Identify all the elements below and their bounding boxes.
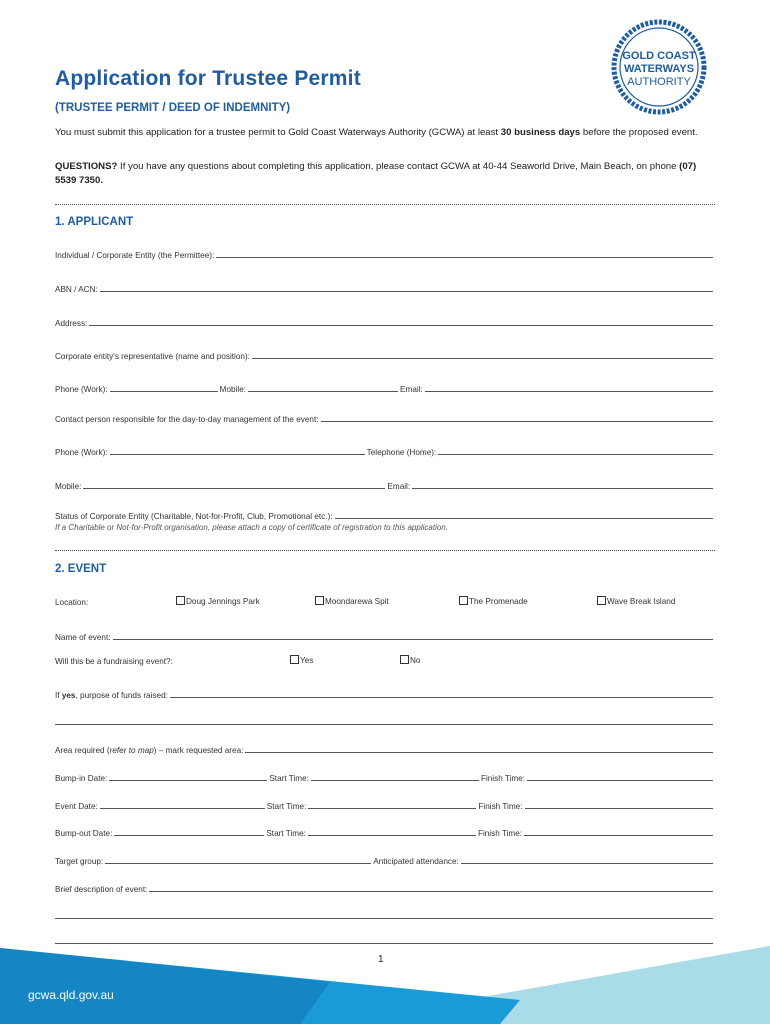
address-input-line[interactable] [89, 316, 713, 326]
event-name-label: Name of event: [55, 633, 111, 642]
brief-description-field[interactable] [55, 880, 715, 894]
contact-person-label: Contact person responsible for the day-to-day management of the event: [55, 415, 319, 424]
checkbox[interactable] [400, 655, 409, 664]
finish-time-input-line[interactable] [525, 799, 713, 809]
bump-out-label: Bump-out Date: [55, 829, 113, 838]
phone-telephone-row [55, 443, 715, 457]
start-time-input-line[interactable] [308, 799, 476, 809]
bump-in-label: Bump-in Date: [55, 774, 108, 783]
location-option-label: The Promenade [469, 597, 528, 606]
phone-mobile-email-row [55, 380, 715, 394]
email-label: Email: [400, 385, 423, 394]
finish-time-label: Finish Time: [478, 802, 523, 811]
phone-work2-label: Phone (Work): [55, 448, 108, 457]
status-field[interactable] [55, 507, 715, 521]
checkbox[interactable] [315, 596, 324, 605]
email2-input-line[interactable] [412, 479, 713, 489]
checkbox[interactable] [459, 596, 468, 605]
start-time-label: Start Time: [266, 802, 307, 811]
brief-description-label: Brief description of event: [55, 885, 148, 894]
abn-input-line[interactable] [100, 282, 713, 292]
funds-purpose-input-line[interactable] [55, 715, 713, 725]
phone-work2-input-line[interactable] [110, 445, 365, 455]
phone-work-label: Phone (Work): [55, 385, 108, 394]
bump-in-row [55, 769, 715, 783]
representative-input-line[interactable] [252, 349, 713, 359]
start-time-label: Start Time: [266, 829, 306, 838]
event-name-field[interactable] [55, 628, 715, 642]
area-required-field[interactable] [55, 741, 715, 755]
start-time-label: Start Time: [269, 774, 309, 783]
event-date-row [55, 797, 715, 811]
telephone-home-label: Telephone (Home): [366, 448, 437, 457]
entity-field[interactable] [55, 246, 715, 260]
page-subtitle: (TRUSTEE PERMIT / DEED OF INDEMNITY) [55, 102, 291, 114]
mobile2-input-line[interactable] [83, 479, 385, 489]
brief-description-continuation[interactable] [55, 907, 715, 921]
intro-deadline: 30 business days [500, 127, 581, 138]
status-note: If a Charitable or Not-for-Profit organisation, please attach a copy of certificate of registration to this application. [55, 523, 448, 532]
location-option[interactable] [459, 596, 528, 606]
gcwa-logo [610, 18, 708, 116]
address-field[interactable] [55, 314, 715, 328]
mobile-label: Mobile: [219, 385, 247, 394]
start-time-input-line[interactable] [308, 826, 476, 836]
bump-out-row [55, 824, 715, 838]
email2-label: Email: [387, 482, 411, 491]
funds-purpose-continuation[interactable] [55, 713, 715, 727]
event-date-label: Event Date: [55, 802, 98, 811]
yes-label: Yes [300, 656, 314, 665]
finish-time-input-line[interactable] [524, 826, 713, 836]
mobile-email-row [55, 477, 715, 491]
start-time-input-line[interactable] [311, 771, 479, 781]
questions-text: If you have any questions about completing this application, please contact GCWA at 40-44 Seaworld Drive, Main Beach, on phone [117, 161, 680, 172]
representative-label: Corporate entity's representative (name and position): [55, 352, 250, 361]
divider [55, 204, 715, 205]
funds-purpose-label: If yes, purpose of funds raised: [55, 691, 168, 700]
questions-phone: (07) 5539 7350. [55, 161, 697, 186]
divider [55, 550, 715, 551]
abn-field[interactable] [55, 280, 715, 294]
brief-description-input-line[interactable] [55, 909, 713, 919]
finish-time-label: Finish Time: [477, 829, 523, 838]
bump-out-input-line[interactable] [114, 826, 264, 836]
event-name-input-line[interactable] [113, 630, 713, 640]
location-option[interactable] [597, 596, 675, 606]
no-label: No [410, 656, 421, 665]
funds-purpose-input-line[interactable] [170, 688, 713, 698]
address-label: Address: [55, 319, 88, 328]
intro-paragraph [55, 126, 705, 140]
brief-description-input-line[interactable] [149, 882, 713, 892]
location-option-label: Doug Jennings Park [186, 597, 260, 606]
fundraising-label: Will this be a fundraising event?: [55, 657, 173, 666]
location-option[interactable] [315, 596, 389, 606]
telephone-home-input-line[interactable] [438, 445, 713, 455]
contact-person-field[interactable] [55, 410, 715, 424]
finish-time-label: Finish Time: [480, 774, 526, 783]
finish-time-input-line[interactable] [527, 771, 713, 781]
entity-label: Individual / Corporate Entity (the Permittee): [55, 251, 215, 260]
event-date-input-line[interactable] [100, 799, 265, 809]
contact-person-input-line[interactable] [321, 412, 713, 422]
area-required-label: Area required (refer to map) – mark requested area: [55, 746, 244, 755]
target-group-label: Target group: [55, 857, 104, 866]
location-label: Location: [55, 598, 89, 607]
target-group-input-line[interactable] [105, 854, 371, 864]
questions-paragraph [55, 160, 705, 187]
section-heading-event: 2. EVENT [55, 563, 107, 575]
phone-work-input-line[interactable] [110, 382, 218, 392]
location-option[interactable] [176, 596, 260, 606]
intro-text-pre: You must submit this application for a trustee permit to Gold Coast Waterways Authority (GCWA) at least [55, 127, 501, 138]
checkbox[interactable] [290, 655, 299, 664]
area-required-input-line[interactable] [245, 743, 713, 753]
status-label: Status of Corporate Entity (Charitable, Not-for-Profit, Club, Promotional etc.): [55, 512, 333, 521]
email-input-line[interactable] [425, 382, 713, 392]
checkbox[interactable] [597, 596, 606, 605]
checkbox[interactable] [176, 596, 185, 605]
location-option-label: Wave Break Island [607, 597, 676, 606]
bump-in-input-line[interactable] [109, 771, 267, 781]
footer-wave [0, 938, 770, 1024]
section-heading-applicant: 1. APPLICANT [55, 216, 134, 228]
funds-purpose-field[interactable] [55, 686, 715, 700]
fundraising-yes-option[interactable] [290, 655, 313, 665]
representative-field[interactable] [55, 347, 715, 361]
fundraising-no-option[interactable] [400, 655, 420, 665]
status-input-line[interactable] [335, 509, 713, 519]
page-title: Application for Trustee Permit [55, 67, 361, 90]
intro-text-post: before the proposed event. [580, 127, 698, 138]
logo-line3: AUTHORITY [627, 76, 691, 88]
logo-line1: GOLD COAST [622, 50, 696, 62]
anticipated-attendance-input-line[interactable] [461, 854, 713, 864]
target-group-row [55, 852, 715, 866]
page-number: 1 [378, 954, 384, 965]
logo-line2: WATERWAYS [623, 63, 695, 75]
footer-url[interactable]: gcwa.qld.gov.au [28, 988, 114, 1002]
anticipated-attendance-label: Anticipated attendance: [373, 857, 459, 866]
questions-label: QUESTIONS? [55, 161, 118, 172]
location-option-label: Moondarewa Spit [325, 597, 389, 606]
mobile-input-line[interactable] [248, 382, 398, 392]
entity-input-line[interactable] [216, 248, 713, 258]
mobile2-label: Mobile: [55, 482, 82, 491]
abn-label: ABN / ACN: [55, 285, 98, 294]
